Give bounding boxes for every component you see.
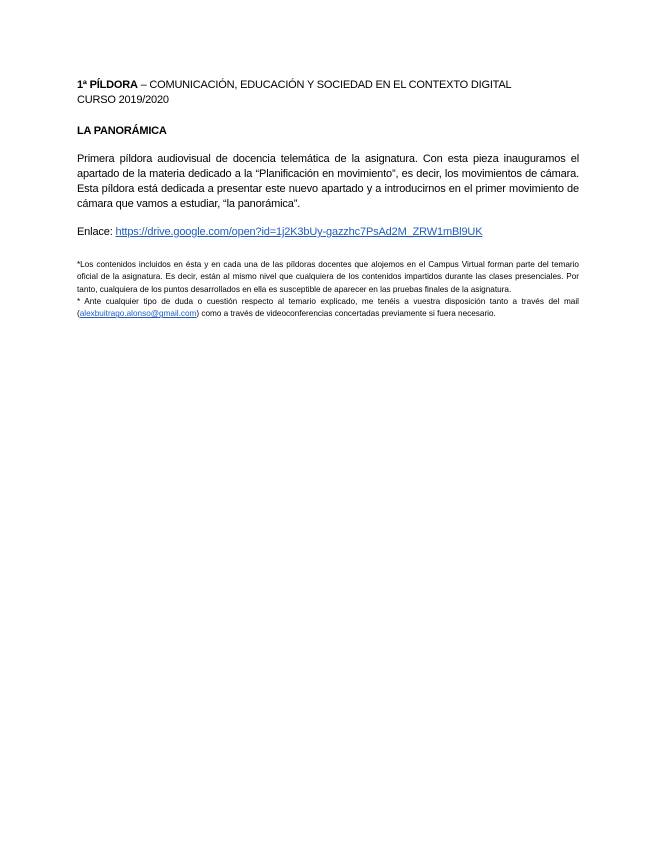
email-link[interactable]: alexbuitrago.alonso@gmail.com <box>79 309 197 319</box>
course-year: CURSO 2019/2020 <box>77 94 169 106</box>
footnote-contact-text-after: ) como a través de videoconferencias concertadas previamente si fuera necesario. <box>196 309 496 319</box>
link-label: Enlace: <box>77 226 116 238</box>
link-line <box>77 225 579 240</box>
footnote-contents: *Los contenidos incluidos en ésta y en cada una de las píldoras docentes que alojemos en el Campus Virtual forman parte del temario oficial de la asignatura. Es decir, están al mismo nivel que cualquiera de los contenidos impartidos durante las clases presenciales. Por tanto, cualquiera de los puntos desarrollados en ella es susceptible de aparecer en las pruebas finales de la asignatura. <box>77 260 579 294</box>
footnotes <box>77 259 579 320</box>
document-content <box>77 78 579 320</box>
section-title: LA PANORÁMICA <box>77 125 167 137</box>
description-paragraph: Primera píldora audiovisual de docencia telemática de la asignatura. Con esta pieza inauguramos el apartado de la materia dedicado a la “Planificación en movimiento”, es decir, los movimientos de cámara. Esta píldora está dedicada a presentar este nuevo apartado y a introducirnos en el primer movimiento de cámara que vamos a estudiar, “la panorámica”. <box>77 153 579 210</box>
footnote-contact-text-before: * Ante cualquier tipo de duda o cuestión respecto al temario explicado, me tenéis a vuestra disposición tanto a través del mail ( <box>77 296 579 319</box>
footnote-contact <box>77 296 579 321</box>
drive-link[interactable]: https://drive.google.com/open?id=1j2K3bUy-gazzhc7PsAd2M_ZRW1mBl9UK <box>115 226 483 238</box>
heading-pill-number: 1ª PÍLDORA <box>77 79 138 91</box>
document-heading <box>77 78 579 93</box>
heading-subject: – COMUNICACIÓN, EDUCACIÓN Y SOCIEDAD EN EL CONTEXTO DIGITAL <box>137 79 512 91</box>
